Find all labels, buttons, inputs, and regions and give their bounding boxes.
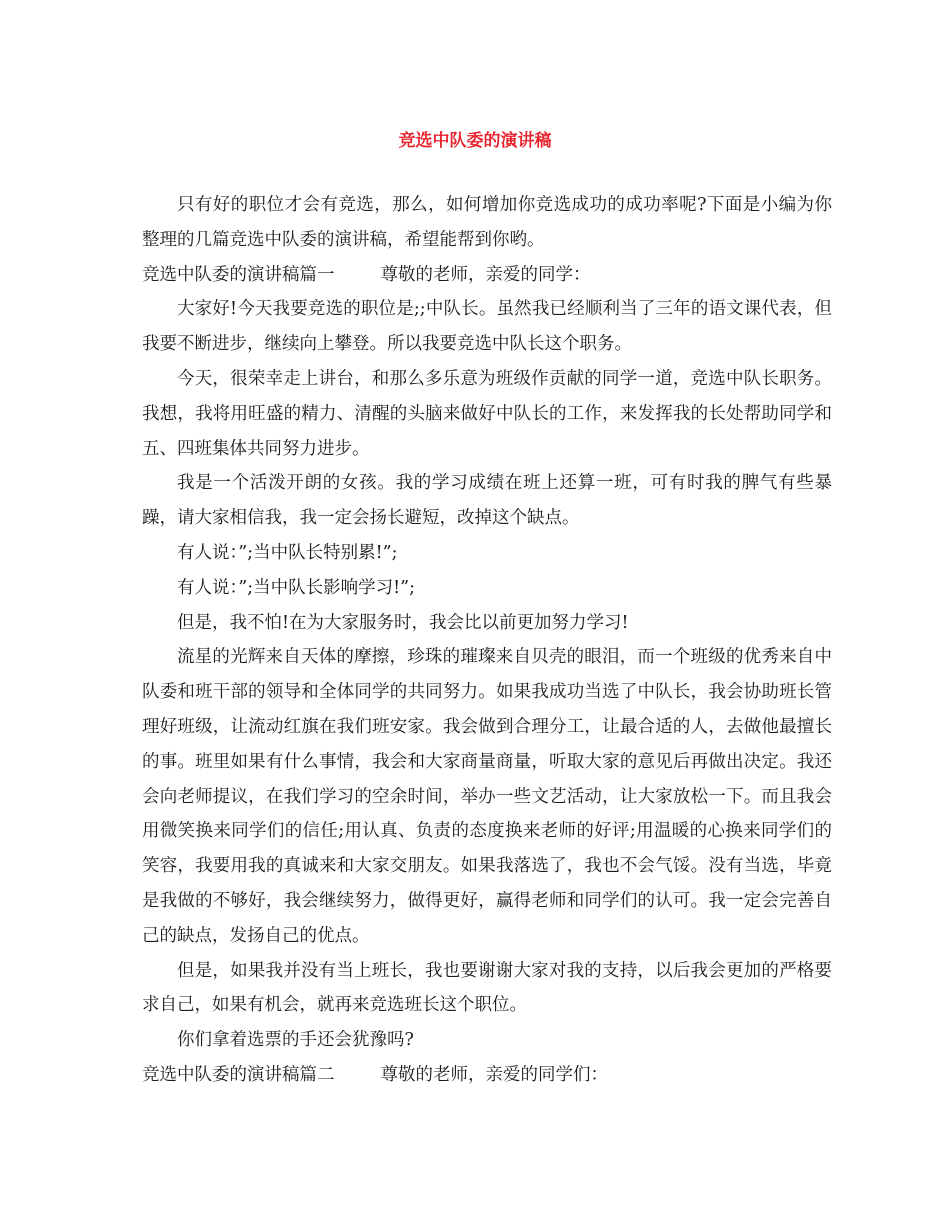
document-body (142, 188, 832, 1093)
paragraph: 我是一个活泼开朗的女孩。我的学习成绩在班上还算一班，可有时我的脾气有些暴躁，请大家相信我，我一定会扬长避短，改掉这个缺点。 (142, 473, 832, 529)
paragraph: 你们拿着选票的手还会犹豫吗? (177, 1030, 414, 1051)
intro-paragraph: 只有好的职位才会有竞选，那么，如何增加你竞选成功的成功率呢?下面是小编为你整理的几篇竞选中队委的演讲稿，希望能帮到你哟。 (142, 195, 832, 250)
section-1-heading: 竞选中队委的演讲稿篇一 (142, 264, 335, 285)
paragraph: 今天，很荣幸走上讲台，和那么多乐意为班级作贡献的同学一道，竞选中队长职务。我想，我将用旺盛的精力、清醒的头脑来做好中队长的工作，来发挥我的长处帮助同学和五、四班集体共同努力进步。 (142, 368, 832, 459)
paragraph: 有人说：”;当中队长影响学习!”; (177, 577, 415, 598)
paragraph: 大家好!今天我要竞选的职位是;;中队长。虽然我已经顺利当了三年的语文课代表，但我要不断进步，继续向上攀登。所以我要竞选中队长这个职务。 (142, 299, 832, 355)
paragraph: 但是，如果我并没有当上班长，我也要谢谢大家对我的支持，以后我会更加的严格要求自己，如果有机会，就再来竞选班长这个职位。 (142, 960, 832, 1016)
section-2-greeting: 尊敬的老师，亲爱的同学们： (380, 1064, 608, 1085)
paragraph: 但是，我不怕!在为大家服务时，我会比以前更加努力学习! (177, 612, 629, 633)
document-title: 竞选中队委的演讲稿 (398, 131, 552, 151)
paragraph: 有人说：”;当中队长特别累!”; (177, 542, 398, 563)
section-heading-line (142, 1058, 832, 1093)
section-1-greeting: 尊敬的老师，亲爱的同学： (380, 264, 591, 285)
section-2-heading: 竞选中队委的演讲稿篇二 (142, 1064, 335, 1085)
section-heading-line (142, 258, 832, 293)
paragraph: 流星的光辉来自天体的摩擦，珍珠的璀璨来自贝壳的眼泪，而一个班级的优秀来自中队委和班干部的领导和全体同学的共同努力。如果我成功当选了中队长，我会协助班长管理好班级，让流动红旗在我们班安家。我会做到合理分工，让最合适的人，去做他最擅长的事。班里如果有什么事情，我会和大家商量商量，听取大家的意见后再做出决定。我还会向老师提议，在我们学习的空余时间，举办一些文艺活动，让大家放松一下。而且我会用微笑换来同学们的信任;用认真、负责的态度换来老师的好评;用温暖的心换来同学们的笑容，我要用我的真诚来和大家交朋友。如果我落选了，我也不会气馁。没有当选，毕竟是我做的不够好，我会继续努力，做得更好，赢得老师和同学们的认可。我一定会完善自己的缺点，发扬自己的优点。 (142, 647, 832, 946)
